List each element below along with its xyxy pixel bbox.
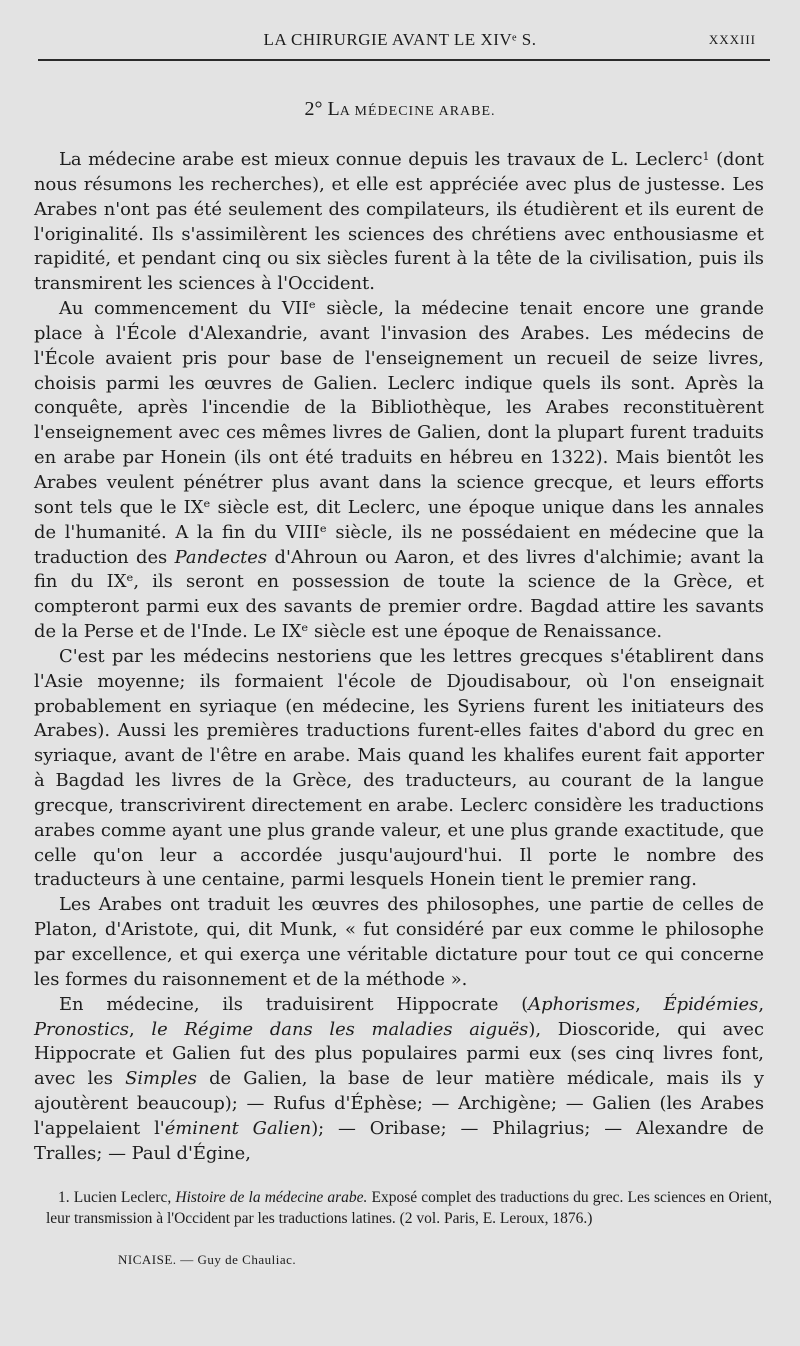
text-run: En médecine, ils traduisirent Hippocrate ( — [59, 993, 529, 1015]
paragraph — [34, 893, 764, 992]
section-title-rest: A MÉDECINE ARABE. — [339, 104, 496, 119]
paragraph — [34, 993, 764, 1167]
footnote-ref: 1 — [702, 150, 710, 163]
italic-title: Pronostics — [34, 1018, 129, 1040]
footnote-text — [46, 1187, 772, 1229]
italic-title: Épidémies — [663, 993, 759, 1015]
section-number: 2° — [304, 98, 323, 120]
body-text — [34, 145, 764, 1167]
text-run: (dont nous résumons les recherches), et elle est appréciée avec plus de justesse. Les Arabes n'ont pas été seulement des compilateurs, ils étudièrent et ils eurent de l'originalité. Ils s'assimilèrent les sciences des chrétiens avec enthousiasme et rapidité, et pendant cinq ou six siècles furent à la tête de la civilisation, puis ils transmirent les sciences à l'Occident. — [34, 149, 764, 295]
paragraph — [34, 145, 764, 297]
footnote — [46, 1187, 772, 1229]
italic-title: Histoire de la médecine arabe. — [175, 1189, 368, 1206]
page-number: XXXIII — [708, 32, 756, 47]
running-title: LA CHIRURGIE AVANT LE XIVᵉ S. — [263, 30, 537, 49]
text-run: , — [128, 1018, 152, 1040]
section-heading — [0, 98, 800, 121]
text-run: de Galien, la base de leur matière médicale, mais ils y ajoutèrent beaucoup); — Rufus d'Éphèse; — Archigène; — Galien (les Arabes l'appelaient l' — [34, 1068, 764, 1139]
text-run: Exposé complet des traductions du grec. Les sciences en Orient, leur transmission à l'Occident par les traductions latines. (2 vol. Paris, E. Leroux, 1876.) — [46, 1189, 772, 1227]
text-run: ); — Oribase; — Philagrius; — Alexandre de Tralles; — Paul d'Égine, — [34, 1117, 764, 1164]
italic-title: Aphorismes — [528, 993, 636, 1015]
section-title-initial: L — [327, 98, 340, 120]
text-run: La médecine arabe est mieux connue depuis les travaux de L. Leclerc — [59, 149, 703, 170]
text-run: Au commencement du VIIᵉ siècle, la médecine tenait encore une grande place à l'École d'Alexandrie, avant l'invasion des Arabes. Les médecins de l'École avaient pris pour base de l'enseignement un recueil de seize livres, choisis parmi les œuvres de Galien. Leclerc indique quels ils sont. Après la conquête, après l'incendie de la Bibliothèque, les Arabes reconstituèrent l'enseignement avec ces mêmes livres de Galien, dont la plupart furent traduits en arabe par Honein (ils ont été traduits en hébreu en 1322). Mais bientôt les Arabes veulent pénétrer plus avant dans la science grecque, et leurs efforts sont tels que le IXᵉ siècle est, dit Leclerc, une époque unique dans les annales de l'humanité. A la fin du VIIIᵉ siècle, ils ne possédaient en médecine que la traduction des — [34, 298, 764, 568]
running-header — [40, 28, 760, 54]
italic-title: le Régime dans les maladies aiguës — [151, 1018, 529, 1040]
text-run: ), Dioscoride, qui avec Hippocrate et Galien fut des plus populaires parmi eux (ses cinq livres font, avec les — [34, 1018, 764, 1090]
text-run: Les Arabes ont traduit les œuvres des philosophes, une partie de celles de Platon, d'Aristote, qui, dit Munk, « fut considéré par eux comme le philosophe par excellence, et qui exerça une véritable dictature pour tout ce qui concerne les formes du raisonnement et de la méthode ». — [34, 894, 764, 990]
italic-title: Simples — [125, 1068, 197, 1090]
paragraph — [34, 645, 764, 893]
text-run: C'est par les médecins nestoriens que les lettres grecques s'établirent dans l'Asie moyenne; ils formaient l'école de Djoudisabour, où l'on enseignait probablement en syriaque (en médecine, les Syriens furent les initiateurs des Arabes). Aussi les premières traductions furent-elles faites d'abord du grec en syriaque, avant de l'être en arabe. Mais quand les khalifes eurent fait apporter à Bagdad les livres de la Grèce, des traducteurs, au courant de la langue grecque, transcrivirent directement en arabe. Leclerc considère les traductions arabes comme ayant une plus grande valeur, et une plus grande exactitude, que celle qu'on leur a accordée jusqu'aujourd'hui. Il porte le nombre des traducteurs à une centaine, parmi lesquels Honein tient le premier rang. — [34, 645, 764, 891]
text-run: d'Ahroun ou Aaron, et des livres d'alchimie; avant la fin du IXᵉ, ils seront en possession de toute la science de la Grèce, et compteront parmi eux des savants de premier ordre. Bagdad attire les savants de la Perse et de l'Inde. Le IXᵉ siècle est une époque de Renaissance. — [34, 546, 765, 643]
header-rule — [38, 59, 770, 61]
text-run: 1. Lucien Leclerc, — [58, 1189, 176, 1206]
printer-signature: NICAISE. — Guy de Chauliac. — [118, 1252, 297, 1267]
text-run: , — [758, 993, 764, 1015]
paragraph — [34, 297, 764, 645]
italic-title: éminent Galien — [164, 1117, 312, 1139]
italic-title: Pandectes — [174, 546, 268, 568]
text-run: , — [635, 993, 664, 1015]
